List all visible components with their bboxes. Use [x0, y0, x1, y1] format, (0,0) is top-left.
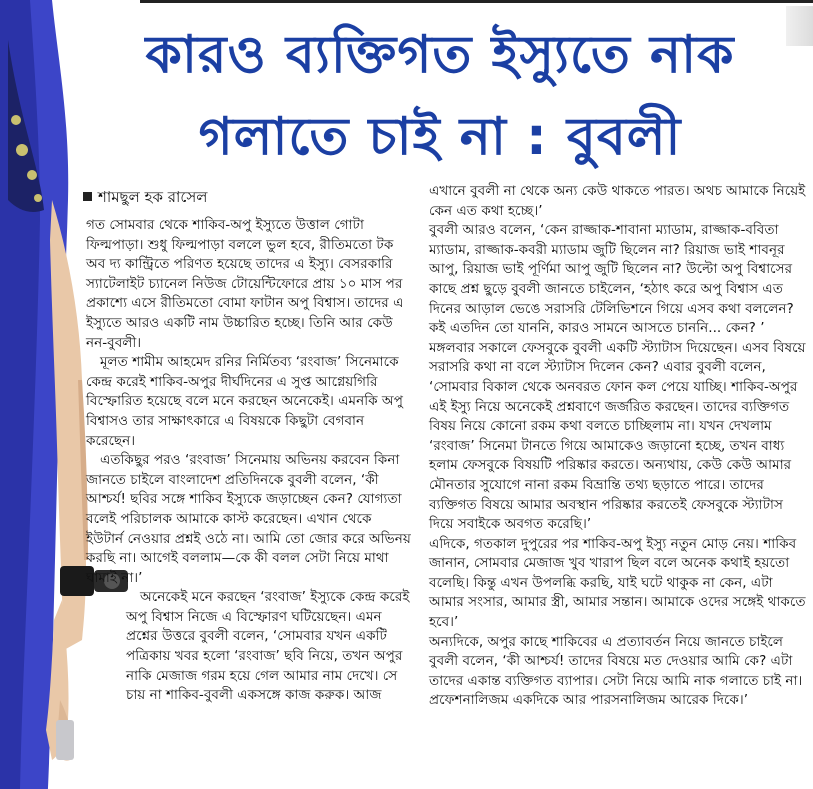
left-column	[86, 216, 412, 706]
paragraph: বুবলী আরও বলেন, ‘কেন রাজ্জাক-শাবানা ম্যাডাম, রাজ্জাক-ববিতা ম্যাডাম, রাজ্জাক-কবরী ম্যাডাম জুটি ছিলেন না? রিয়াজ ভাই শাবনূর আপু, রিয়াজ ভাই পূর্ণিমা আপু জুটি ছিলেন না? উল্টো অপু বিশ্বাসের কাছে প্রশ্ন ছুড়ে বুবলী জানতে চাইলেন, ‘হঠাৎ করে অপু বিশ্বাস এত দিনের আড়াল ভেঙে সরাসরি টেলিভিশনে গিয়ে এসব কথা বললেন? কই এতদিন তো যাননি, কারও সামনে আসতে চাননি... কেন? ’	[429, 222, 794, 337]
right-column	[429, 182, 811, 711]
top-rule	[55, 0, 813, 3]
paragraph: গত সোমবার থেকে শাকিব-অপু ইস্যুতে উত্তাল গোটা ফিল্মপাড়া। শুধু ফিল্মপাড়া বললে ভুল হবে, রীতিমতো টক অব দ্য কান্ট্রিতে পরিণত হয়েছে তাদের এ ইস্যু। বেসরকারি স্যাটেলাইট চ্যানেল নিউজ টোয়েন্টিফোরে প্রায় ১০ মাস পর প্রকাশ্যে এসে রীতিমতো বোমা ফাটান অপু বিশ্বাস। তাদের এ ইস্যুতে আরও একটি নাম উচ্চারিত হচ্ছে। তিনি আর কেউ নন-বুবলী।	[86, 217, 404, 351]
paragraph: এখানে বুবলী না থেকে অন্য কেউ থাকতে পারত। অথচ আমাকে নিয়েই কেন এত কথা হচ্ছে।’	[429, 183, 806, 219]
headline-line-1: কারও ব্যক্তিগত ইস্যুতে নাক	[145, 25, 735, 85]
paragraph: এদিকে, গতকাল দুপুরের পর শাকিব-অপু ইস্যু নতুন মোড় নেয়। শাকিব জানান, সোমবার মেজাজ খুব খারাপ ছিল বলে অনেক কথাই হয়তো বলেছি। কিন্তু এখন উপলব্ধি করছি, যাই ঘটে থাকুক না কেন, এটা আমার সংসার, আমার স্ত্রী, আমার সন্তান। আমাকে ওদের সঙ্গেই থাকতে হবে।’	[429, 535, 806, 631]
paragraph: মঙ্গলবার সকালে ফেসবুকে বুবলী একটি স্ট্যাটাস দিয়েছেন। এসব বিষয়ে সরাসরি কথা না বলে স্ট্যাটাস দিলেন কেন? এবার বুবলী বলেন, ‘সোমবার বিকাল থেকে অনবরত ফোন কল পেয়ে যাচ্ছি। শাকিব-অপুর এই ইস্যু নিয়ে অনেকেই প্রশ্নবাণে জর্জরিত করছেন। তাদের ব্যক্তিগত বিষয় নিয়ে কোনো রকম কথা বলতে চাচ্ছিলাম না। যখন দেখলাম ‘রংবাজ’ সিনেমা টানতে গিয়ে আমাকেও জড়ানো হচ্ছে, তখন বাধ্য হলাম ফেসবুকে বিষয়টি পরিষ্কার করতে। অন্যথায়, কেউ কেউ আমার মৌনতার সুযোগে নানা রকম বিভ্রান্তি তথ্য ছড়াতে পারে। তাদের ব্যক্তিগত বিষয়ে আমার অবস্থান পরিষ্কার করতেই ফেসবুকে স্ট্যাটাস দিয়ে সবাইকে অবগত করেছি।’	[429, 339, 806, 533]
paragraph: অনেকেই মনে করছেন ‘রংবাজ’ ইস্যুকে কেন্দ্র করেই অপু বিশ্বাস নিজে এ বিস্ফোরণ ঘটিয়েছেন। এমন প্রশ্নের উত্তরে বুবলী বলেন, ‘সোমবার যখন একটি পত্রিকায় খবর হলো ‘রংবাজ’ ছবি নিয়ে, তখন অপুর নাকি মেজাজ গরম হয়ে গেল আমার নাম দেখে। সে চায় না শাকিব-বুবলী একসঙ্গে কাজ করুক। আজ	[126, 589, 410, 704]
byline	[83, 186, 207, 211]
headline	[70, 14, 810, 178]
paragraph: মূলত শামীম আহমেদ রনির নির্মিতব্য ‘রংবাজ’ সিনেমাকে কেন্দ্র করেই শাকিব-অপুর দীর্ঘদিনের এ সুপ্ত আগ্নেয়গিরি বিস্ফোরিত হয়েছে বলে মনে করছেন অনেকেই। এমনকি অপু বিশ্বাসও তার সাক্ষাৎকারে এ বিষয়কে কিছুটা বেগবান করেছেন।	[86, 354, 403, 449]
paragraph: এতকিছুর পরও ‘রংবাজ’ সিনেমায় অভিনয় করবেন কিনা জানতে চাইলে বাংলাদেশ প্রতিদিনকে বুবলী বলেন, ‘কী আশ্চর্য! ছবির সঙ্গে শাকিব ইস্যুকে জড়াচ্ছেন কেন? যোগ্যতা বলেই পরিচালক আমাকে কাস্ট করেছেন। এখান থেকে ইউটার্ন নেওয়ার প্রশ্নই ওঠে না। আমি তো জোর করে অভিনয় করছি না। আগেই বললাম—কে কী বলল সেটা নিয়ে মাথা ঘামাই না।’	[86, 452, 411, 586]
byline-square-icon	[83, 192, 92, 201]
headline-line-2: গলাতে চাই না : বুবলী	[198, 107, 682, 167]
paragraph: অন্যদিকে, অপুর কাছে শাকিবের এ প্রত্যাবর্তন নিয়ে জানতে চাইলে বুবলী বলেন, ‘কী আশ্চর্য! তাদের বিষয়ে মত দেওয়ার আমি কে? এটা তাদের একান্ত ব্যক্তিগত ব্যাপার। সেটা নিয়ে আমি নাক গলাতে চাই না। প্রফেশনালিজম একদিকে আর পারসনালিজম আরেক দিকে।’	[429, 633, 803, 709]
byline-author: শামছুল হক রাসেল	[98, 188, 208, 206]
